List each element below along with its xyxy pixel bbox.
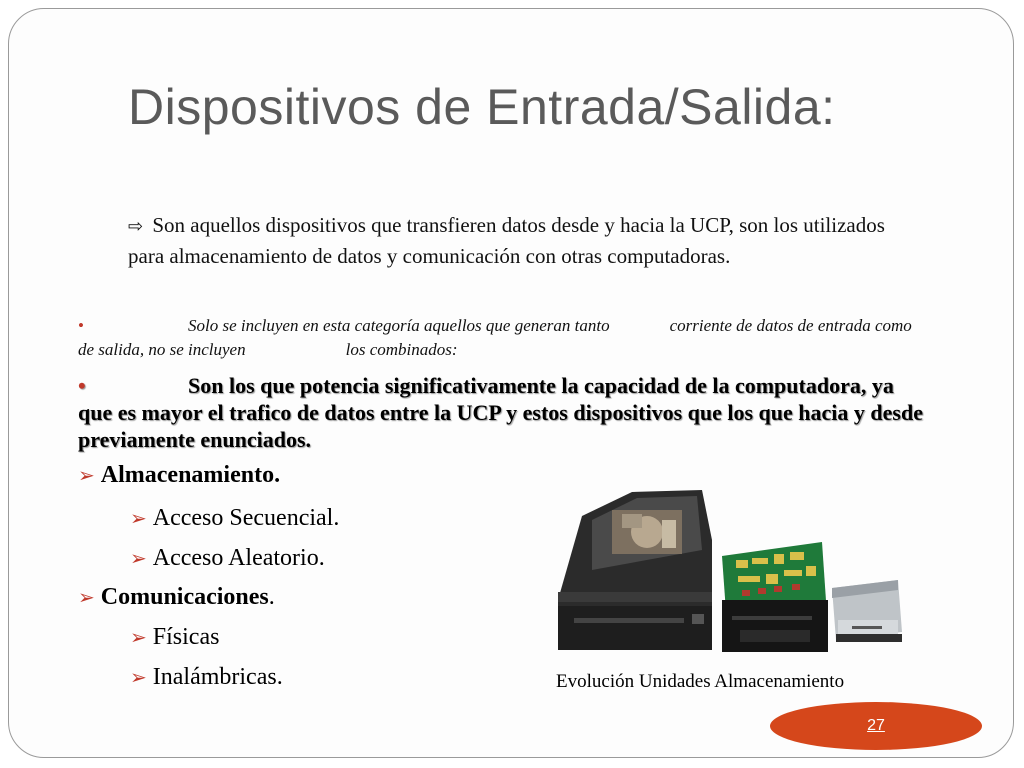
slide-title: Dispositivos de Entrada/Salida:	[128, 79, 836, 135]
medium-floppy-drive-image	[722, 542, 828, 652]
list-label: Almacenamiento.	[100, 462, 281, 488]
arrow-icon: ⇨	[128, 216, 144, 236]
list-label: Físicas	[152, 624, 220, 650]
list-item-almacenamiento	[78, 462, 280, 489]
list-item-acceso-secuencial	[130, 505, 339, 532]
list-item-acceso-aleatorio	[130, 545, 325, 572]
page-number-link[interactable]: 27	[867, 717, 885, 734]
italic-text-part3: los combinados:	[345, 340, 458, 359]
list-item-comunicaciones	[78, 584, 275, 611]
italic-bullet-paragraph	[78, 314, 920, 362]
list-label-suffix: .	[268, 584, 275, 610]
small-floppy-drive-image	[832, 580, 902, 642]
list-item-inalambricas	[130, 664, 283, 691]
arrow-bullet-icon: ➢	[78, 465, 95, 487]
intro-text: Son aquellos dispositivos que transfieren datos desde y hacia la UCP, son los utilizados para almacenamiento de datos y comunicación con otras computadoras.	[128, 213, 885, 268]
image-caption: Evolución Unidades Almacenamiento	[556, 671, 845, 692]
list-item-fisicas	[130, 624, 219, 651]
italic-text-part2: corriente de datos de entrada como de salida, no se incluyen	[78, 316, 912, 359]
list-label: Inalámbricas.	[152, 664, 283, 690]
italic-text-part1: Solo se incluyen en esta categoría aquellos que generan tanto	[188, 316, 610, 335]
bold-bullet-paragraph	[78, 372, 928, 453]
list-label: Comunicaciones	[100, 584, 269, 610]
bullet-dot-icon: •	[78, 316, 84, 335]
page-number-badge	[770, 702, 982, 750]
intro-paragraph	[128, 210, 918, 271]
storage-drives-image	[552, 480, 908, 656]
arrow-bullet-icon: ➢	[130, 667, 147, 689]
arrow-bullet-icon: ➢	[78, 587, 95, 609]
list-label: Acceso Aleatorio.	[152, 545, 325, 571]
bullet-dot-icon: •	[78, 373, 86, 398]
large-floppy-drive-image	[558, 490, 712, 650]
arrow-bullet-icon: ➢	[130, 627, 147, 649]
list-label: Acceso Secuencial.	[152, 505, 340, 531]
bold-text: Son los que potencia significativamente la capacidad de la computadora, ya que es mayor el trafico de datos entre la UCP y estos dispositivos que los que hacia y desde previamente enunciados.	[78, 373, 923, 452]
arrow-bullet-icon: ➢	[130, 548, 147, 570]
arrow-bullet-icon: ➢	[130, 508, 147, 530]
